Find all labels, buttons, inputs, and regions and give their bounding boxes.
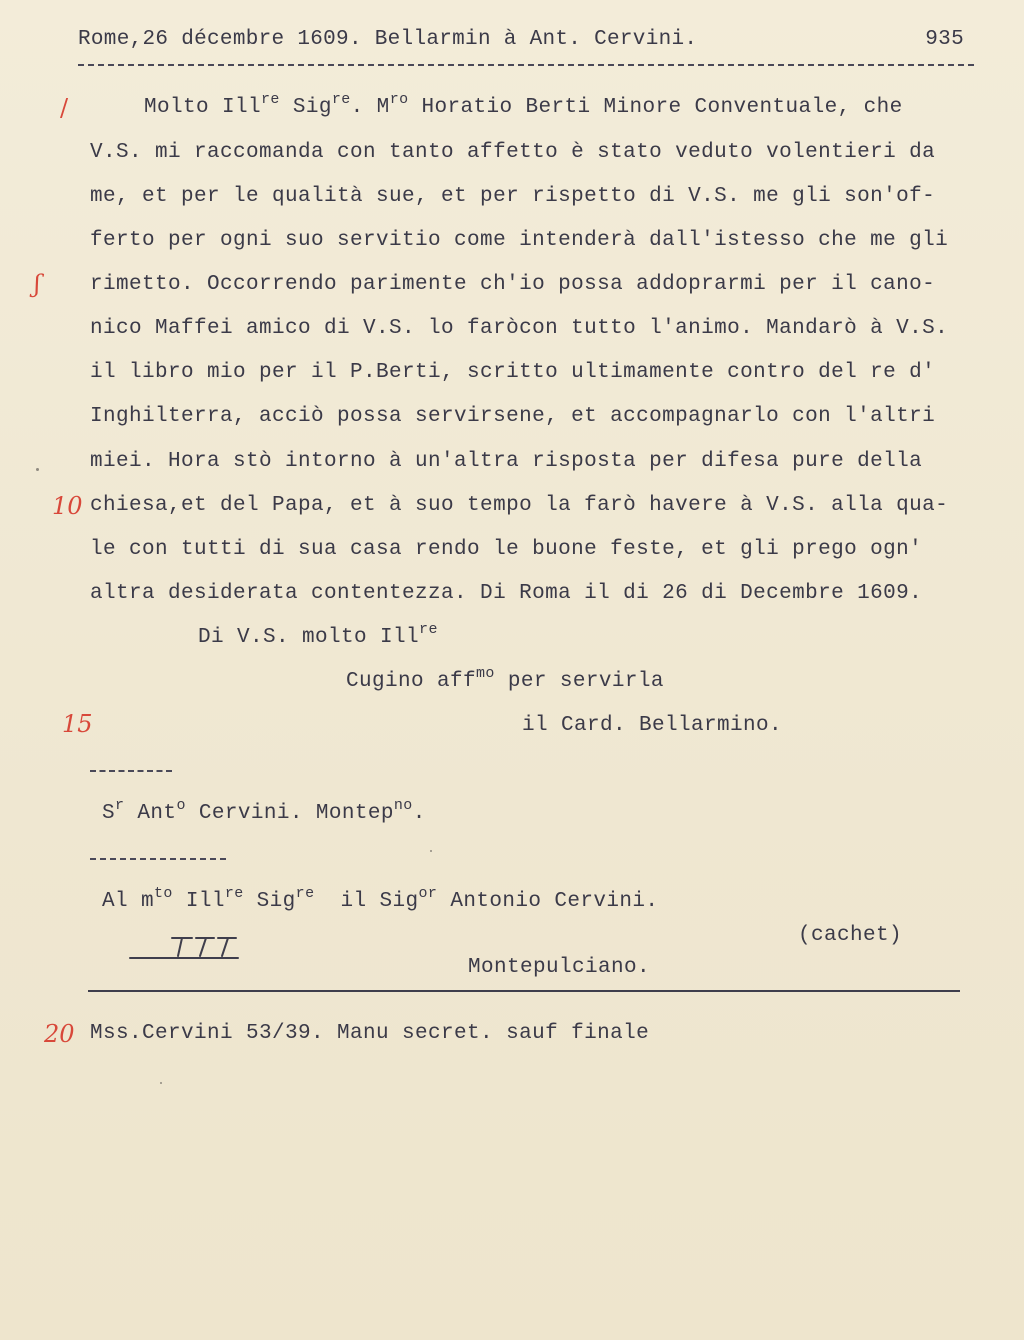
margin-number-10: 10 [52, 492, 83, 520]
header-divider [78, 64, 974, 66]
section-divider-medium [90, 858, 226, 860]
cachet-note: (cachet) [798, 924, 903, 947]
postscript-line: $S^r$ Ant$^o$ Cervini. Montep$^{no}$. [102, 797, 426, 825]
letter-line-11: le con tutti di sua casa rendo le buone feste, et gli prego ogn' [90, 538, 923, 561]
source-note: Mss.Cervini 53/39. Manu secret. sauf finale [90, 1022, 650, 1045]
header-title: Rome,26 décembre 1609. Bellarmin à Ant. Cervini. [78, 28, 698, 51]
signature: il Card. Bellarmino. [522, 714, 783, 737]
letter-line-10: chiesa,et del Papa, et à suo tempo la farò havere à V.S. alla qua- [90, 494, 949, 517]
letter-line-6: nico Maffei amico di V.S. lo faròcon tutto l'animo. Mandarò à V.S. [90, 317, 949, 340]
address-line: Al $m^{to}$ Ill$^{re}$ Sig$^{re}$ il Sig$^{or}$ Antonio Cervini. [102, 885, 659, 913]
letter-line-4: ferto per ogni suo servitio come intenderà dall'istesso che me gli [90, 229, 949, 252]
margin-number-1: / [60, 94, 69, 122]
closing-cugino: Cugino aff$^{mo}$ per servirla [346, 665, 664, 693]
section-divider-short [90, 770, 172, 772]
letter-line-8: Inghilterra, acciò possa servirsene, et accompagnarlo con l'altri [90, 405, 936, 428]
letter-line-12: altra desiderata contentezza. Di Roma il di 26 di Decembre 1609. [90, 582, 923, 605]
paper-speck [36, 468, 39, 471]
page-header [78, 28, 964, 51]
address-place: Montepulciano. [468, 956, 651, 979]
margin-number-15: 15 [62, 710, 93, 738]
letter-line-5: rimetto. Occorrendo parimente ch'io possa addoprarmi per il cano- [90, 273, 936, 296]
letter-line-7: il libro mio per il P.Berti, scritto ultimamente contro del re d' [90, 361, 936, 384]
footer-divider [88, 990, 960, 992]
margin-number-20: 20 [44, 1020, 75, 1048]
paper-speck [430, 850, 432, 852]
letter-line-3: me, et per le qualità sue, et per rispetto di V.S. me gli son'of- [90, 185, 936, 208]
letter-line-1: Molto Ill$^{re}$ Sig$^{re}$. $M^{ro}$ Horatio Berti Minore Conventuale, che [144, 91, 903, 119]
margin-number-5: ʃ [34, 270, 41, 298]
closing-salutation: Di V.S. molto Ill$^{re}$ [198, 621, 438, 649]
paper-speck [160, 1082, 162, 1084]
letter-line-9: miei. Hora stò intorno à un'altra risposta per difesa pure della [90, 450, 923, 473]
page-number: 935 [925, 28, 964, 51]
letter-line-2: V.S. mi raccomanda con tanto affetto è stato veduto volentieri da [90, 141, 936, 164]
handwritten-underline-mark [128, 932, 240, 962]
